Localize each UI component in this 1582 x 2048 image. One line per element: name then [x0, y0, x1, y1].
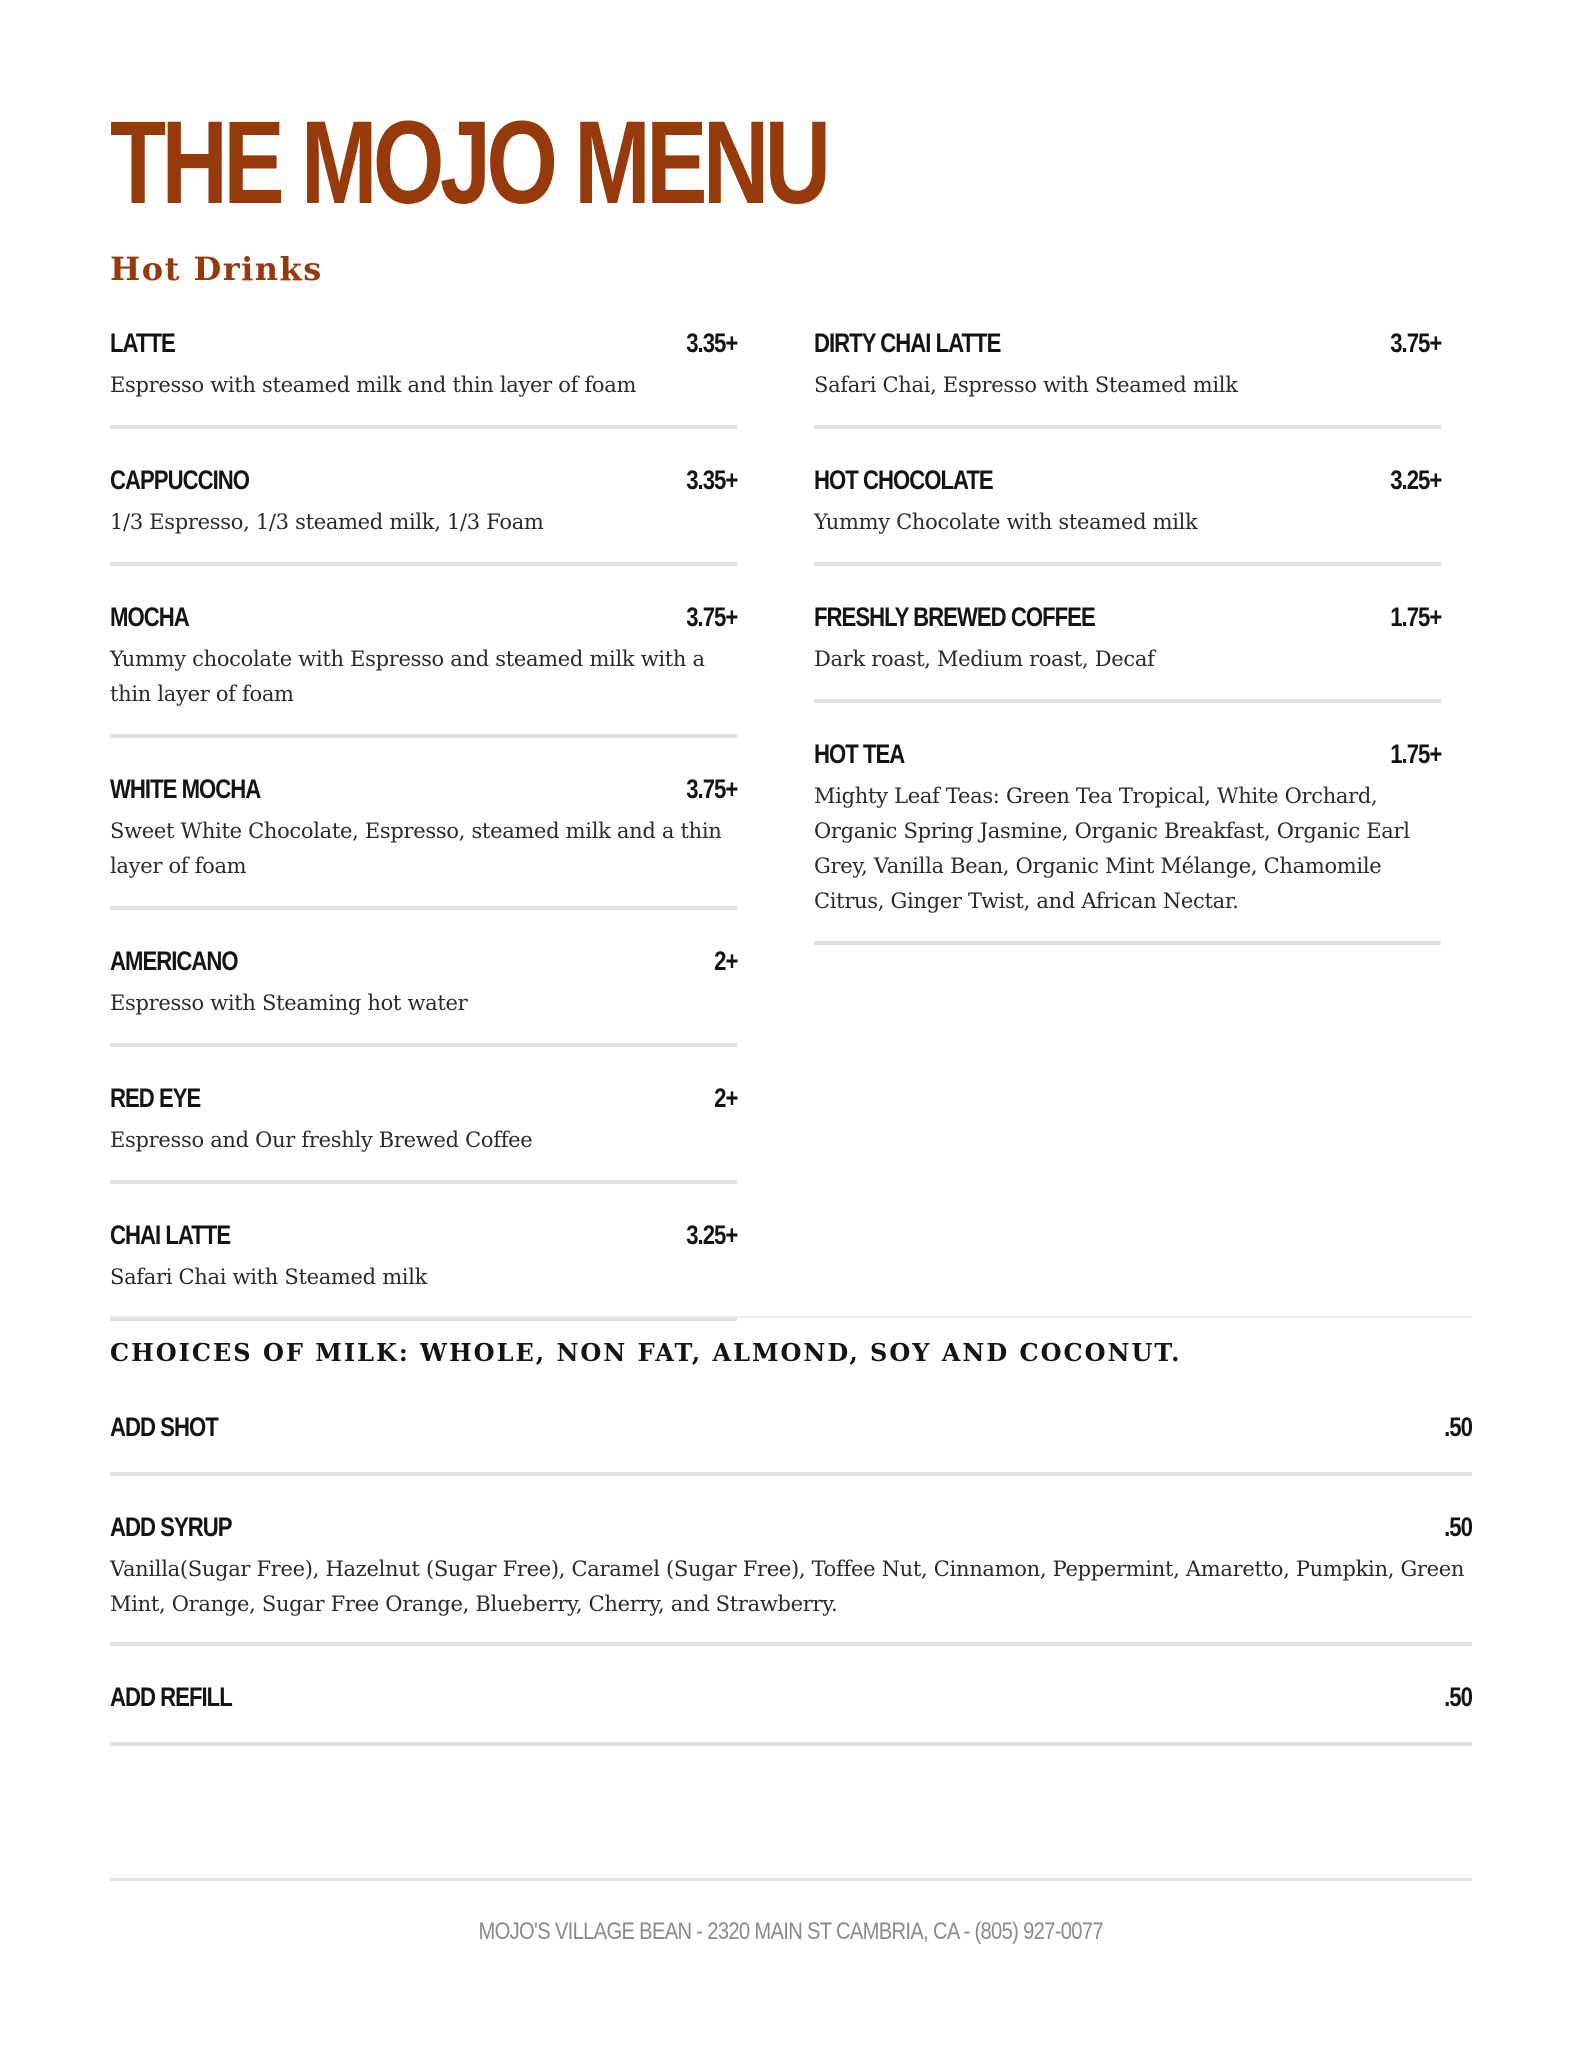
item-description: Yummy Chocolate with steamed milk: [814, 510, 1198, 534]
footer-text: MOJO'S VILLAGE BEAN - 2320 MAIN ST CAMBRIA, CA - (805) 927-0077: [478, 1918, 1104, 1945]
menu-item-red-eye: [110, 1077, 737, 1184]
item-name: RED EYE: [110, 1083, 201, 1113]
item-price: 3.25+: [1389, 465, 1441, 495]
item-price: 3.25+: [685, 1220, 737, 1250]
menu-item-americano: [110, 940, 737, 1047]
right-column: [814, 322, 1441, 975]
menu-item-freshly-brewed-coffee: [814, 596, 1441, 703]
addon-name: ADD REFILL: [110, 1682, 232, 1712]
menu-item-latte: [110, 322, 737, 429]
addon-price: .50: [1444, 1412, 1472, 1442]
menu-title: THE MOJO MENU: [110, 97, 827, 229]
addon-add-shot: [110, 1406, 1472, 1476]
section-divider: [110, 1316, 1472, 1318]
item-description: Yummy chocolate with Espresso and steamed milk with a thin layer of foam: [110, 647, 705, 706]
item-price: 3.75+: [1389, 328, 1441, 358]
left-column: [110, 322, 737, 1351]
item-price: 3.75+: [685, 774, 737, 804]
addon-price: .50: [1444, 1682, 1472, 1712]
menu-item-white-mocha: [110, 768, 737, 910]
addon-add-syrup: [110, 1506, 1472, 1646]
item-price: 1.75+: [1389, 739, 1441, 769]
item-name: HOT TEA: [814, 739, 905, 769]
addon-price: .50: [1444, 1512, 1472, 1542]
item-price: 3.35+: [685, 328, 737, 358]
item-price: 2+: [713, 946, 737, 976]
menu-page: [110, 0, 1472, 2048]
item-name: WHITE MOCHA: [110, 774, 261, 804]
menu-item-dirty-chai-latte: [814, 322, 1441, 429]
addon-name: ADD SHOT: [110, 1412, 218, 1442]
item-description: Espresso with Steaming hot water: [110, 991, 468, 1015]
footer-divider: [110, 1878, 1472, 1881]
item-name: CAPPUCCINO: [110, 465, 250, 495]
footer-address: [110, 1918, 1472, 1946]
menu-item-hot-tea: [814, 733, 1441, 945]
menu-item-cappuccino: [110, 459, 737, 566]
menu-item-hot-chocolate: [814, 459, 1441, 566]
addon-description: Vanilla(Sugar Free), Hazelnut (Sugar Free), Caramel (Sugar Free), Toffee Nut, Cinnamon, Peppermint, Amaretto, Pumpkin, Green Mint, Orange, Sugar Free Orange, Blueberry, Cherry, and Strawberry.: [110, 1557, 1465, 1616]
item-description: Sweet White Chocolate, Espresso, steamed milk and a thin layer of foam: [110, 819, 722, 878]
addons-list: [110, 1406, 1472, 1776]
item-name: DIRTY CHAI LATTE: [814, 328, 1001, 358]
menu-item-mocha: [110, 596, 737, 738]
menu-item-chai-latte: [110, 1214, 737, 1321]
item-name: LATTE: [110, 328, 175, 358]
milk-choices: CHOICES OF MILK: WHOLE, NON FAT, ALMOND, SOY AND COCONUT.: [110, 1338, 1182, 1367]
item-description: Mighty Leaf Teas: Green Tea Tropical, White Orchard, Organic Spring Jasmine, Organic Breakfast, Organic Earl Grey, Vanilla Bean, Organic Mint Mélange, Chamomile Citrus, Ginger Twist, and African Nectar.: [814, 784, 1410, 913]
item-description: 1/3 Espresso, 1/3 steamed milk, 1/3 Foam: [110, 510, 544, 534]
item-price: 3.35+: [685, 465, 737, 495]
item-price: 1.75+: [1389, 602, 1441, 632]
addon-add-refill: [110, 1676, 1472, 1746]
item-name: FRESHLY BREWED COFFEE: [814, 602, 1095, 632]
item-name: CHAI LATTE: [110, 1220, 231, 1250]
item-name: MOCHA: [110, 602, 189, 632]
item-description: Safari Chai with Steamed milk: [110, 1265, 428, 1289]
item-price: 2+: [713, 1083, 737, 1113]
item-description: Dark roast, Medium roast, Decaf: [814, 647, 1155, 671]
item-price: 3.75+: [685, 602, 737, 632]
item-description: Espresso with steamed milk and thin layer of foam: [110, 373, 637, 397]
item-description: Espresso and Our freshly Brewed Coffee: [110, 1128, 533, 1152]
item-description: Safari Chai, Espresso with Steamed milk: [814, 373, 1238, 397]
item-name: AMERICANO: [110, 946, 238, 976]
section-title-hot-drinks: Hot Drinks: [110, 250, 323, 288]
item-name: HOT CHOCOLATE: [814, 465, 993, 495]
addon-name: ADD SYRUP: [110, 1512, 232, 1542]
